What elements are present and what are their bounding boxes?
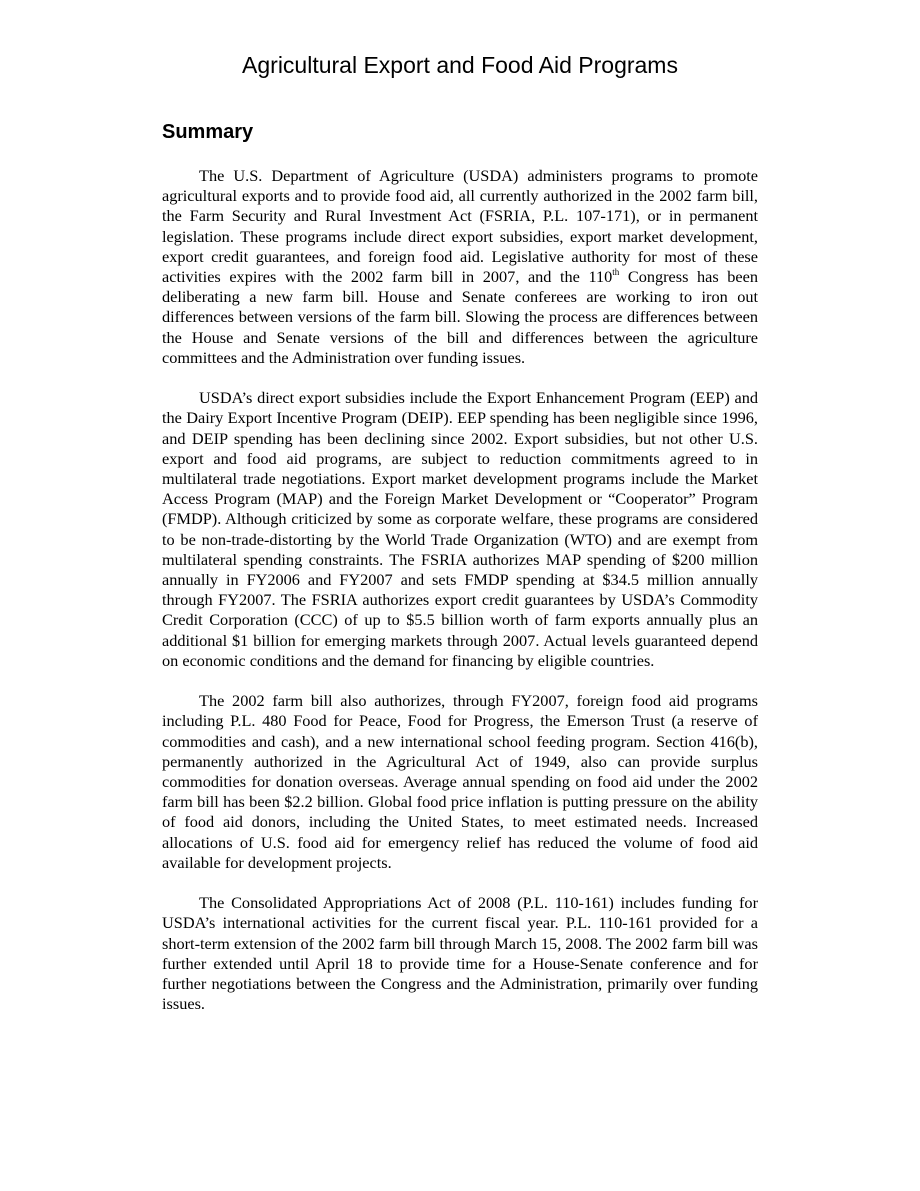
ordinal-suffix: th (612, 267, 620, 278)
document-title: Agricultural Export and Food Aid Programs (242, 52, 678, 78)
section-heading: Summary (162, 121, 254, 143)
paragraph-overview-text-1: The U.S. Department of Agriculture (USDA) administers programs to promote agricultural exports and to provide food aid, all currently authorized in the 2002 farm bill, the Farm Security and Rural Investment Act (FSRIA, P.L. 107-171), or in permanent legislation. These programs include direct export subsidies, export market development, export credit guarantees, and foreign food aid. Legislative authority for most of these activities expires with the 2002 farm bill in 2007, and the 110 (162, 166, 758, 287)
paragraph-appropriations: The Consolidated Appropriations Act of 2008 (P.L. 110-161) includes funding for USDA’s international activities for the current fiscal year. P.L. 110-161 provided for a short-term extension of the 2002 farm bill through March 15, 2008. The 2002 farm bill was further extended until April 18 to provide time for a House-Senate conference and for further negotiations between the Congress and the Administration, primarily over funding issues. (162, 893, 758, 1014)
paragraph-overview (162, 166, 758, 368)
paragraph-food-aid: The 2002 farm bill also authorizes, through FY2007, foreign food aid programs including P.L. 480 Food for Peace, Food for Progress, the Emerson Trust (a reserve of commodities and cash), and a new international school feeding program. Section 416(b), permanently authorized in the Agricultural Act of 1949, also can provide surplus commodities for donation overseas. Average annual spending on food aid under the 2002 farm bill has been $2.2 billion. Global food price inflation is putting pressure on the ability of food aid donors, including the United States, to meet estimated needs. Increased allocations of U.S. food aid for emergency relief has reduced the volume of food aid available for development projects. (162, 691, 758, 872)
paragraph-export-subsidies: USDA’s direct export subsidies include the Export Enhancement Program (EEP) and the Dairy Export Incentive Program (DEIP). EEP spending has been negligible since 1996, and DEIP spending has been declining since 2002. Export subsidies, but not other U.S. export and food aid programs, are subject to reduction commitments agreed to in multilateral trade negotiations. Export market development programs include the Market Access Program (MAP) and the Foreign Market Development or “Cooperator” Program (FMDP). Although criticized by some as corporate welfare, these programs are considered to be non-trade-distorting by the World Trade Organization (WTO) and are exempt from multilateral spending constraints. The FSRIA authorizes MAP spending of $200 million annually in FY2006 and FY2007 and sets FMDP spending at $34.5 million annually through FY2007. The FSRIA authorizes export credit guarantees by USDA’s Commodity Credit Corporation (CCC) of up to $5.5 billion worth of farm exports annually plus an additional $1 billion for emerging markets through 2007. Actual levels guaranteed depend on economic conditions and the demand for financing by eligible countries. (162, 388, 758, 670)
summary-body (162, 166, 758, 1035)
paragraph-overview-text-2: Congress has been deliberating a new farm bill. House and Senate conferees are working to iron out differences between versions of the farm bill. Slowing the process are differences between the House and Senate versions of the bill and differences between the agriculture committees and the Administration over funding issues. (162, 267, 759, 367)
